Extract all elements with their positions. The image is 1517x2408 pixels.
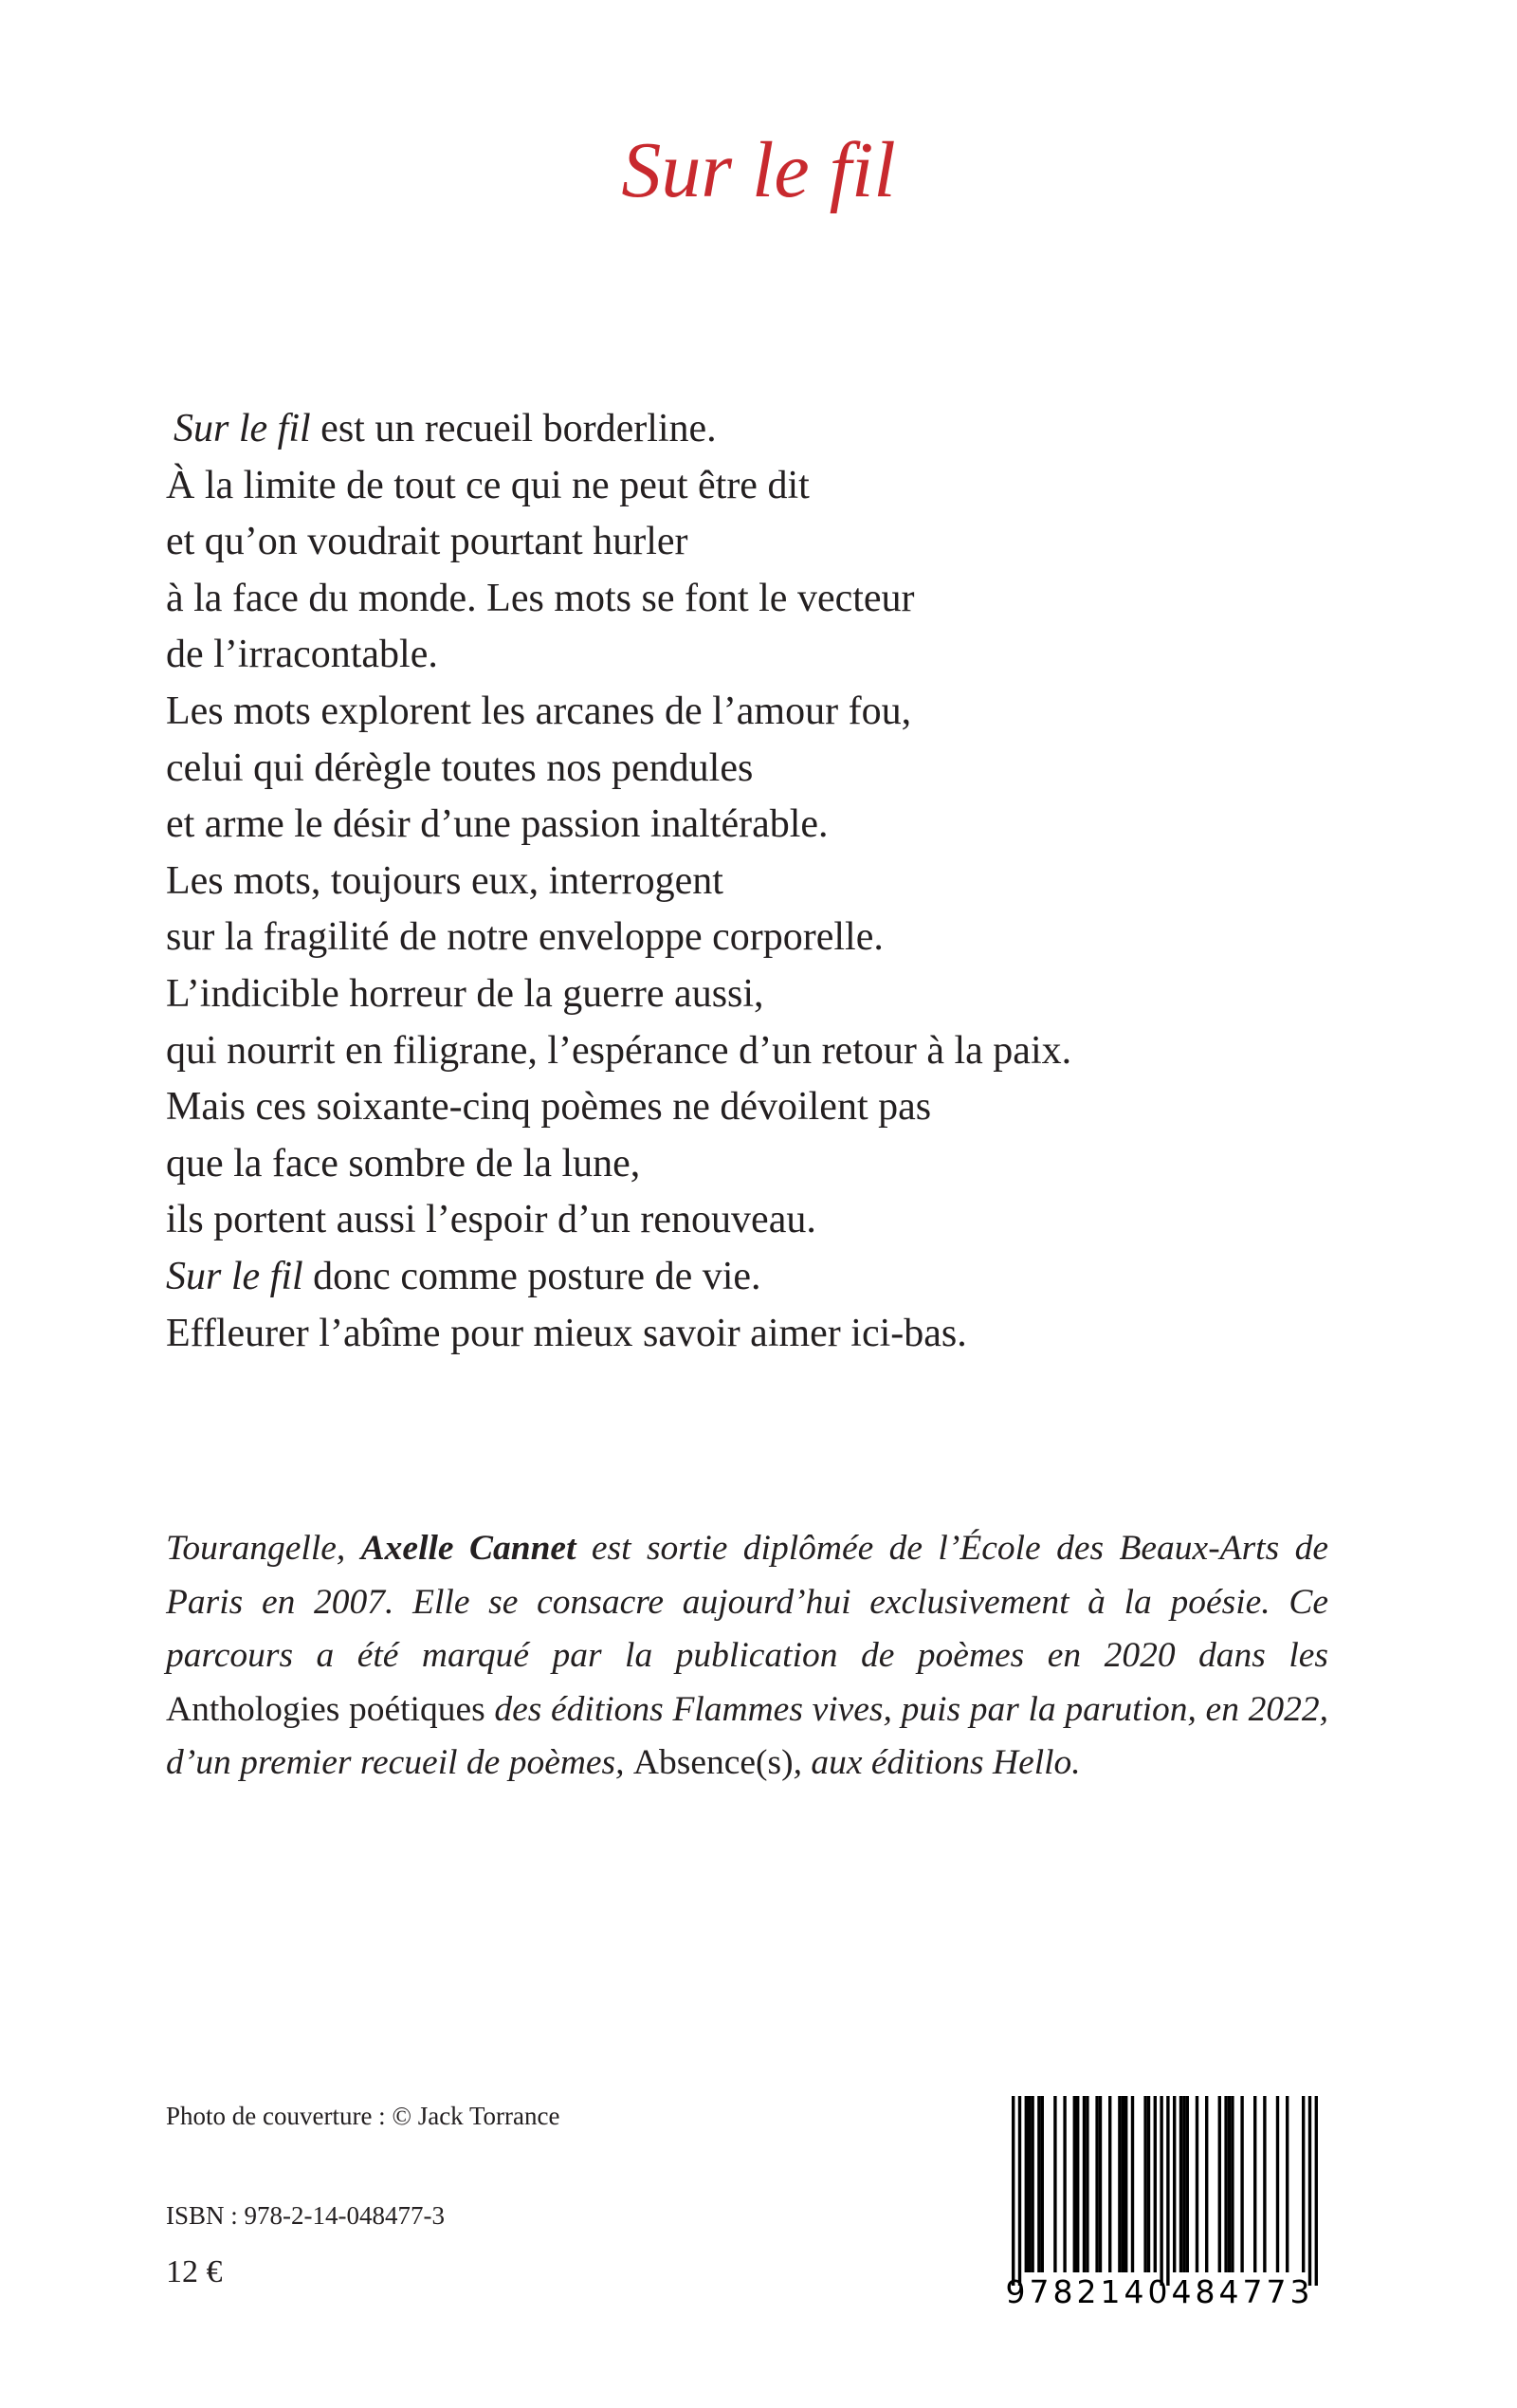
poem-line: et qu’on voudrait pourtant hurler [166, 520, 688, 564]
poem-line: Sur le fil est un recueil borderline. [174, 407, 717, 450]
barcode-bar [1118, 2096, 1121, 2272]
barcode-bar [1154, 2096, 1157, 2272]
poem-line: ils portent aussi l’espoir d’un renouveau. [166, 1198, 816, 1242]
poem-line: Mais ces soixante-cinq poèmes ne dévoilent pas [166, 1085, 932, 1130]
anthology-title: Anthologies poétiques [166, 1689, 485, 1729]
barcode-guard-bar [1160, 2096, 1162, 2286]
poem-line: L’indicible horreur de la guerre aussi, [166, 971, 764, 1016]
book-title: Sur le fil [621, 126, 896, 214]
barcode-bar [1025, 2096, 1028, 2272]
barcode-bar [1073, 2096, 1076, 2272]
poem-line: Les mots, toujours eux, interrogent [166, 858, 723, 903]
previous-book-title: Absence(s) [632, 1743, 794, 1782]
barcode-bar [1076, 2096, 1079, 2272]
barcode-bar [1228, 2096, 1231, 2272]
poem-line: Sur le fil donc comme posture de vie. [166, 1254, 761, 1298]
barcode-digits: 9782140484773 [1005, 2273, 1314, 2310]
barcode-bar [1037, 2096, 1040, 2272]
barcode-bar [1182, 2096, 1185, 2272]
barcode-bar [1131, 2096, 1134, 2272]
barcode-bar [1143, 2096, 1146, 2272]
poem-line: qui nourrit en filigrane, l’espérance d’un retour à la paix. [166, 1028, 1072, 1073]
author-name: Axelle Cannet [360, 1529, 576, 1568]
barcode-bar [1240, 2096, 1243, 2272]
poem-line: Les mots explorent les arcanes de l’amour fou, [166, 689, 912, 733]
barcode-bar [1205, 2096, 1208, 2272]
barcode-bar [1147, 2096, 1150, 2272]
barcode-guard-bar [1166, 2096, 1169, 2286]
blurb-poem [166, 401, 1398, 1362]
poem-line: Effleurer l’abîme pour mieux savoir aimer ici-bas. [166, 1311, 967, 1355]
poem-line: et arme le désir d’une passion inaltérable. [166, 802, 829, 847]
barcode-bar [1218, 2096, 1221, 2272]
photo-credit: Photo de couverture : © Jack Torrance [166, 2102, 560, 2130]
barcode-bar [1186, 2096, 1189, 2272]
barcode-bar [1028, 2096, 1031, 2272]
barcode-bar [1253, 2096, 1256, 2272]
poem-line: celui qui dérègle toutes nos pendules [166, 745, 754, 790]
barcode-bar [1108, 2096, 1111, 2272]
barcode-bar [1302, 2096, 1305, 2272]
barcode-bar [1124, 2096, 1127, 2272]
barcode-bar [1053, 2096, 1056, 2272]
barcode-bar [1122, 2096, 1124, 2272]
barcode-bar [1086, 2096, 1088, 2272]
barcode-bar [1231, 2096, 1234, 2272]
poem-line: que la face sombre de la lune, [166, 1141, 641, 1186]
barcode-guard-bar [1308, 2096, 1311, 2286]
barcode-bar [1031, 2096, 1033, 2272]
barcode-icon [988, 2094, 1331, 2322]
barcode-guard-bar [1012, 2096, 1014, 2286]
poem-line: de l’irracontable. [166, 633, 438, 677]
barcode-bar [1276, 2096, 1279, 2272]
barcode-bar [1099, 2096, 1102, 2272]
barcode-bar [1063, 2096, 1066, 2272]
price: 12 € [166, 2254, 223, 2289]
poem-line: À la limite de tout ce qui ne peut être dit [166, 463, 810, 507]
barcode-bar [1041, 2096, 1044, 2272]
barcode-guard-bar [1315, 2096, 1318, 2286]
barcode-bar [1179, 2096, 1182, 2272]
poem-line: sur la fragilité de notre enveloppe corporelle. [166, 915, 884, 960]
barcode-guard-bar [1018, 2096, 1021, 2286]
barcode-bar [1196, 2096, 1198, 2272]
poem-title-ref: Sur le fil [174, 407, 311, 450]
barcode-bar [1173, 2096, 1176, 2272]
barcode-bar [1095, 2096, 1098, 2272]
barcode-bar [1083, 2096, 1086, 2272]
barcode-bar [1224, 2096, 1227, 2272]
poem-title-ref: Sur le fil [166, 1254, 303, 1298]
isbn: ISBN : 978-2-14-048477-3 [166, 2201, 445, 2230]
author-bio: Tourangelle, Axelle Cannet est sortie diplômée de l’École des Beaux-Arts de Paris en 2007. Elle se consacre aujourd’hui exclusivement à la poésie. Ce parcours a été marqué par la publication de poèmes en 2020 dans les Anthologies poétiques des éditions Flammes vives, puis par la parution, en 2022, d’un premier recueil de poèmes, Absence(s), aux éditions Hello. [166, 1529, 1328, 1782]
barcode-bar [1263, 2096, 1266, 2272]
barcode-bar [1286, 2096, 1289, 2272]
poem-line: à la face du monde. Les mots se font le vecteur [166, 576, 915, 620]
